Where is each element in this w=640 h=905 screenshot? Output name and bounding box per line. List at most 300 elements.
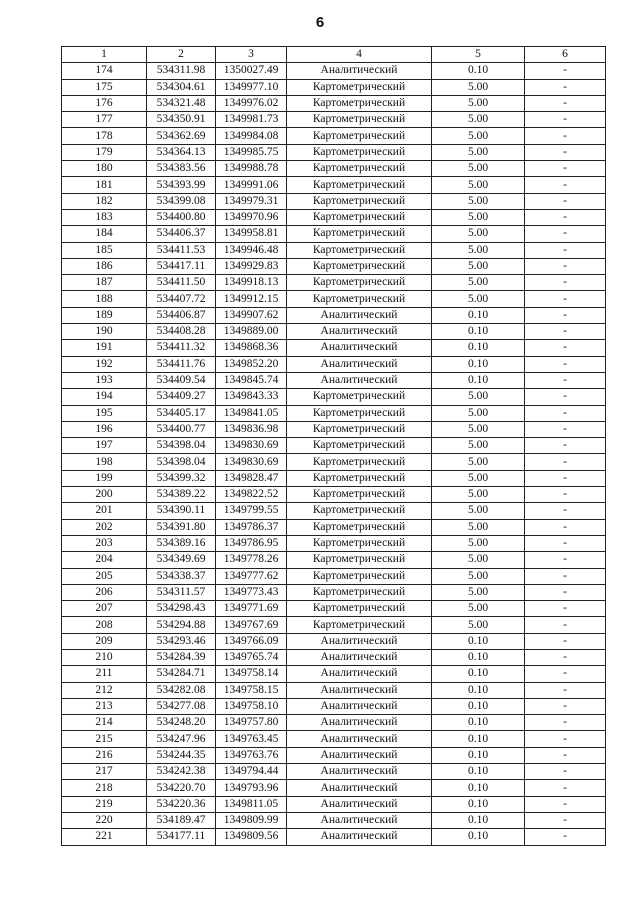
point-number-cell: 183 xyxy=(62,209,147,225)
point-number-cell: 180 xyxy=(62,161,147,177)
y-coordinate-cell: 1349984.08 xyxy=(216,128,287,144)
y-coordinate-cell: 1349852.20 xyxy=(216,356,287,372)
note-cell: - xyxy=(525,633,606,649)
accuracy-cell: 5.00 xyxy=(432,95,525,111)
table-row xyxy=(62,112,606,128)
y-coordinate-cell: 1349912.15 xyxy=(216,291,287,307)
y-coordinate-cell: 1349836.98 xyxy=(216,421,287,437)
note-cell: - xyxy=(525,535,606,551)
column-header: 4 xyxy=(287,47,432,63)
x-coordinate-cell: 534399.32 xyxy=(147,470,216,486)
accuracy-cell: 0.10 xyxy=(432,682,525,698)
table-row xyxy=(62,698,606,714)
x-coordinate-cell: 534389.16 xyxy=(147,535,216,551)
point-number-cell: 204 xyxy=(62,552,147,568)
note-cell: - xyxy=(525,682,606,698)
note-cell: - xyxy=(525,372,606,388)
note-cell: - xyxy=(525,421,606,437)
y-coordinate-cell: 1349778.26 xyxy=(216,552,287,568)
accuracy-cell: 5.00 xyxy=(432,487,525,503)
y-coordinate-cell: 1349809.56 xyxy=(216,829,287,845)
method-cell: Картометрический xyxy=(287,242,432,258)
accuracy-cell: 5.00 xyxy=(432,552,525,568)
accuracy-cell: 5.00 xyxy=(432,601,525,617)
method-cell: Аналитический xyxy=(287,63,432,79)
x-coordinate-cell: 534362.69 xyxy=(147,128,216,144)
accuracy-cell: 0.10 xyxy=(432,649,525,665)
accuracy-cell: 5.00 xyxy=(432,519,525,535)
point-number-cell: 177 xyxy=(62,112,147,128)
method-cell: Аналитический xyxy=(287,340,432,356)
method-cell: Картометрический xyxy=(287,389,432,405)
note-cell: - xyxy=(525,649,606,665)
method-cell: Картометрический xyxy=(287,405,432,421)
table-row xyxy=(62,226,606,242)
x-coordinate-cell: 534349.69 xyxy=(147,552,216,568)
method-cell: Аналитический xyxy=(287,682,432,698)
note-cell: - xyxy=(525,747,606,763)
note-cell: - xyxy=(525,503,606,519)
method-cell: Картометрический xyxy=(287,193,432,209)
x-coordinate-cell: 534294.88 xyxy=(147,617,216,633)
note-cell: - xyxy=(525,389,606,405)
y-coordinate-cell: 1349889.00 xyxy=(216,324,287,340)
method-cell: Аналитический xyxy=(287,666,432,682)
point-number-cell: 208 xyxy=(62,617,147,633)
note-cell: - xyxy=(525,731,606,747)
x-coordinate-cell: 534383.56 xyxy=(147,161,216,177)
y-coordinate-cell: 1349958.81 xyxy=(216,226,287,242)
y-coordinate-cell: 1349868.36 xyxy=(216,340,287,356)
table-row xyxy=(62,829,606,845)
column-header: 6 xyxy=(525,47,606,63)
table-row xyxy=(62,405,606,421)
x-coordinate-cell: 534277.08 xyxy=(147,698,216,714)
y-coordinate-cell: 1349828.47 xyxy=(216,470,287,486)
note-cell: - xyxy=(525,617,606,633)
accuracy-cell: 5.00 xyxy=(432,226,525,242)
accuracy-cell: 0.10 xyxy=(432,372,525,388)
method-cell: Картометрический xyxy=(287,454,432,470)
x-coordinate-cell: 534284.71 xyxy=(147,666,216,682)
point-number-cell: 210 xyxy=(62,649,147,665)
accuracy-cell: 5.00 xyxy=(432,275,525,291)
accuracy-cell: 5.00 xyxy=(432,177,525,193)
x-coordinate-cell: 534311.57 xyxy=(147,584,216,600)
table-row xyxy=(62,487,606,503)
y-coordinate-cell: 1349786.37 xyxy=(216,519,287,535)
point-number-cell: 196 xyxy=(62,421,147,437)
table-row xyxy=(62,324,606,340)
accuracy-cell: 5.00 xyxy=(432,470,525,486)
x-coordinate-cell: 534321.48 xyxy=(147,95,216,111)
point-number-cell: 202 xyxy=(62,519,147,535)
table-row xyxy=(62,209,606,225)
point-number-cell: 215 xyxy=(62,731,147,747)
x-coordinate-cell: 534405.17 xyxy=(147,405,216,421)
table-row xyxy=(62,340,606,356)
point-number-cell: 186 xyxy=(62,258,147,274)
y-coordinate-cell: 1349799.55 xyxy=(216,503,287,519)
note-cell: - xyxy=(525,258,606,274)
accuracy-cell: 0.10 xyxy=(432,307,525,323)
point-number-cell: 184 xyxy=(62,226,147,242)
x-coordinate-cell: 534220.70 xyxy=(147,780,216,796)
note-cell: - xyxy=(525,405,606,421)
note-cell: - xyxy=(525,340,606,356)
x-coordinate-cell: 534411.32 xyxy=(147,340,216,356)
method-cell: Картометрический xyxy=(287,275,432,291)
method-cell: Аналитический xyxy=(287,307,432,323)
accuracy-cell: 5.00 xyxy=(432,389,525,405)
y-coordinate-cell: 1349809.99 xyxy=(216,812,287,828)
table-row xyxy=(62,161,606,177)
y-coordinate-cell: 1349777.62 xyxy=(216,568,287,584)
point-number-cell: 178 xyxy=(62,128,147,144)
accuracy-cell: 5.00 xyxy=(432,128,525,144)
note-cell: - xyxy=(525,829,606,845)
table-row xyxy=(62,503,606,519)
x-coordinate-cell: 534407.72 xyxy=(147,291,216,307)
table-row xyxy=(62,389,606,405)
accuracy-cell: 5.00 xyxy=(432,503,525,519)
page-number: 6 xyxy=(315,14,325,31)
point-number-cell: 182 xyxy=(62,193,147,209)
x-coordinate-cell: 534409.27 xyxy=(147,389,216,405)
y-coordinate-cell: 1349793.96 xyxy=(216,780,287,796)
accuracy-cell: 5.00 xyxy=(432,193,525,209)
method-cell: Картометрический xyxy=(287,177,432,193)
point-number-cell: 188 xyxy=(62,291,147,307)
accuracy-cell: 5.00 xyxy=(432,584,525,600)
point-number-cell: 214 xyxy=(62,715,147,731)
point-number-cell: 187 xyxy=(62,275,147,291)
note-cell: - xyxy=(525,95,606,111)
point-number-cell: 200 xyxy=(62,487,147,503)
point-number-cell: 179 xyxy=(62,144,147,160)
table-row xyxy=(62,584,606,600)
x-coordinate-cell: 534350.91 xyxy=(147,112,216,128)
method-cell: Картометрический xyxy=(287,470,432,486)
table-row xyxy=(62,519,606,535)
note-cell: - xyxy=(525,193,606,209)
accuracy-cell: 0.10 xyxy=(432,324,525,340)
y-coordinate-cell: 1349773.43 xyxy=(216,584,287,600)
accuracy-cell: 0.10 xyxy=(432,796,525,812)
accuracy-cell: 5.00 xyxy=(432,161,525,177)
method-cell: Картометрический xyxy=(287,209,432,225)
x-coordinate-cell: 534411.53 xyxy=(147,242,216,258)
x-coordinate-cell: 534189.47 xyxy=(147,812,216,828)
point-number-cell: 213 xyxy=(62,698,147,714)
accuracy-cell: 0.10 xyxy=(432,63,525,79)
y-coordinate-cell: 1349845.74 xyxy=(216,372,287,388)
table-body xyxy=(62,63,606,845)
note-cell: - xyxy=(525,242,606,258)
accuracy-cell: 0.10 xyxy=(432,780,525,796)
note-cell: - xyxy=(525,438,606,454)
y-coordinate-cell: 1349786.95 xyxy=(216,535,287,551)
method-cell: Аналитический xyxy=(287,649,432,665)
x-coordinate-cell: 534399.08 xyxy=(147,193,216,209)
table-row xyxy=(62,454,606,470)
y-coordinate-cell: 1349979.31 xyxy=(216,193,287,209)
method-cell: Картометрический xyxy=(287,291,432,307)
method-cell: Аналитический xyxy=(287,747,432,763)
accuracy-cell: 0.10 xyxy=(432,666,525,682)
point-number-cell: 219 xyxy=(62,796,147,812)
point-number-cell: 190 xyxy=(62,324,147,340)
accuracy-cell: 0.10 xyxy=(432,698,525,714)
x-coordinate-cell: 534364.13 xyxy=(147,144,216,160)
note-cell: - xyxy=(525,666,606,682)
y-coordinate-cell: 1349946.48 xyxy=(216,242,287,258)
method-cell: Аналитический xyxy=(287,715,432,731)
table-row xyxy=(62,633,606,649)
accuracy-cell: 5.00 xyxy=(432,258,525,274)
table-row xyxy=(62,258,606,274)
accuracy-cell: 0.10 xyxy=(432,731,525,747)
x-coordinate-cell: 534406.37 xyxy=(147,226,216,242)
note-cell: - xyxy=(525,519,606,535)
x-coordinate-cell: 534248.20 xyxy=(147,715,216,731)
y-coordinate-cell: 1349988.78 xyxy=(216,161,287,177)
point-number-cell: 220 xyxy=(62,812,147,828)
table-row xyxy=(62,356,606,372)
x-coordinate-cell: 534338.37 xyxy=(147,568,216,584)
column-header: 1 xyxy=(62,47,147,63)
accuracy-cell: 0.10 xyxy=(432,764,525,780)
table-row xyxy=(62,242,606,258)
table-row xyxy=(62,79,606,95)
note-cell: - xyxy=(525,796,606,812)
x-coordinate-cell: 534391.80 xyxy=(147,519,216,535)
accuracy-cell: 0.10 xyxy=(432,356,525,372)
point-number-cell: 217 xyxy=(62,764,147,780)
method-cell: Картометрический xyxy=(287,601,432,617)
x-coordinate-cell: 534298.43 xyxy=(147,601,216,617)
table-row xyxy=(62,715,606,731)
x-coordinate-cell: 534406.87 xyxy=(147,307,216,323)
table-row xyxy=(62,177,606,193)
method-cell: Аналитический xyxy=(287,780,432,796)
note-cell: - xyxy=(525,161,606,177)
point-number-cell: 191 xyxy=(62,340,147,356)
accuracy-cell: 0.10 xyxy=(432,747,525,763)
point-number-cell: 195 xyxy=(62,405,147,421)
accuracy-cell: 5.00 xyxy=(432,405,525,421)
table-row xyxy=(62,780,606,796)
y-coordinate-cell: 1349977.10 xyxy=(216,79,287,95)
method-cell: Картометрический xyxy=(287,421,432,437)
x-coordinate-cell: 534220.36 xyxy=(147,796,216,812)
method-cell: Картометрический xyxy=(287,95,432,111)
y-coordinate-cell: 1349841.05 xyxy=(216,405,287,421)
point-number-cell: 221 xyxy=(62,829,147,845)
table-row xyxy=(62,747,606,763)
method-cell: Аналитический xyxy=(287,812,432,828)
x-coordinate-cell: 534244.35 xyxy=(147,747,216,763)
point-number-cell: 205 xyxy=(62,568,147,584)
x-coordinate-cell: 534284.39 xyxy=(147,649,216,665)
point-number-cell: 199 xyxy=(62,470,147,486)
method-cell: Аналитический xyxy=(287,324,432,340)
y-coordinate-cell: 1349765.74 xyxy=(216,649,287,665)
table-row xyxy=(62,682,606,698)
method-cell: Картометрический xyxy=(287,438,432,454)
accuracy-cell: 5.00 xyxy=(432,209,525,225)
x-coordinate-cell: 534400.80 xyxy=(147,209,216,225)
note-cell: - xyxy=(525,780,606,796)
table-row xyxy=(62,291,606,307)
table-row xyxy=(62,95,606,111)
note-cell: - xyxy=(525,715,606,731)
note-cell: - xyxy=(525,552,606,568)
note-cell: - xyxy=(525,487,606,503)
note-cell: - xyxy=(525,584,606,600)
y-coordinate-cell: 1349794.44 xyxy=(216,764,287,780)
note-cell: - xyxy=(525,812,606,828)
y-coordinate-cell: 1349767.69 xyxy=(216,617,287,633)
x-coordinate-cell: 534177.11 xyxy=(147,829,216,845)
y-coordinate-cell: 1349830.69 xyxy=(216,438,287,454)
table-row xyxy=(62,568,606,584)
method-cell: Картометрический xyxy=(287,519,432,535)
coordinates-table xyxy=(61,46,606,846)
method-cell: Картометрический xyxy=(287,552,432,568)
note-cell: - xyxy=(525,356,606,372)
accuracy-cell: 5.00 xyxy=(432,112,525,128)
table-row xyxy=(62,764,606,780)
accuracy-cell: 5.00 xyxy=(432,535,525,551)
y-coordinate-cell: 1349981.73 xyxy=(216,112,287,128)
point-number-cell: 175 xyxy=(62,79,147,95)
table-row xyxy=(62,128,606,144)
accuracy-cell: 5.00 xyxy=(432,568,525,584)
point-number-cell: 197 xyxy=(62,438,147,454)
table-header-row xyxy=(62,47,606,63)
method-cell: Аналитический xyxy=(287,698,432,714)
y-coordinate-cell: 1349929.83 xyxy=(216,258,287,274)
point-number-cell: 212 xyxy=(62,682,147,698)
x-coordinate-cell: 534417.11 xyxy=(147,258,216,274)
point-number-cell: 211 xyxy=(62,666,147,682)
x-coordinate-cell: 534242.38 xyxy=(147,764,216,780)
table-row xyxy=(62,275,606,291)
table-row xyxy=(62,63,606,79)
method-cell: Картометрический xyxy=(287,487,432,503)
y-coordinate-cell: 1349771.69 xyxy=(216,601,287,617)
table-row xyxy=(62,666,606,682)
column-header: 3 xyxy=(216,47,287,63)
x-coordinate-cell: 534393.99 xyxy=(147,177,216,193)
method-cell: Картометрический xyxy=(287,112,432,128)
method-cell: Картометрический xyxy=(287,161,432,177)
x-coordinate-cell: 534398.04 xyxy=(147,454,216,470)
table-row xyxy=(62,812,606,828)
note-cell: - xyxy=(525,112,606,128)
x-coordinate-cell: 534293.46 xyxy=(147,633,216,649)
x-coordinate-cell: 534390.11 xyxy=(147,503,216,519)
x-coordinate-cell: 534282.08 xyxy=(147,682,216,698)
y-coordinate-cell: 1349830.69 xyxy=(216,454,287,470)
note-cell: - xyxy=(525,128,606,144)
y-coordinate-cell: 1349758.10 xyxy=(216,698,287,714)
note-cell: - xyxy=(525,226,606,242)
accuracy-cell: 5.00 xyxy=(432,242,525,258)
point-number-cell: 189 xyxy=(62,307,147,323)
y-coordinate-cell: 1349758.15 xyxy=(216,682,287,698)
x-coordinate-cell: 534389.22 xyxy=(147,487,216,503)
y-coordinate-cell: 1349822.52 xyxy=(216,487,287,503)
y-coordinate-cell: 1349976.02 xyxy=(216,95,287,111)
point-number-cell: 201 xyxy=(62,503,147,519)
y-coordinate-cell: 1349811.05 xyxy=(216,796,287,812)
x-coordinate-cell: 534247.96 xyxy=(147,731,216,747)
column-header: 5 xyxy=(432,47,525,63)
method-cell: Картометрический xyxy=(287,226,432,242)
note-cell: - xyxy=(525,307,606,323)
method-cell: Картометрический xyxy=(287,617,432,633)
accuracy-cell: 5.00 xyxy=(432,421,525,437)
note-cell: - xyxy=(525,63,606,79)
method-cell: Картометрический xyxy=(287,503,432,519)
note-cell: - xyxy=(525,291,606,307)
x-coordinate-cell: 534311.98 xyxy=(147,63,216,79)
method-cell: Картометрический xyxy=(287,584,432,600)
x-coordinate-cell: 534408.28 xyxy=(147,324,216,340)
table-row xyxy=(62,552,606,568)
method-cell: Аналитический xyxy=(287,356,432,372)
point-number-cell: 176 xyxy=(62,95,147,111)
x-coordinate-cell: 534398.04 xyxy=(147,438,216,454)
y-coordinate-cell: 1349985.75 xyxy=(216,144,287,160)
method-cell: Аналитический xyxy=(287,829,432,845)
accuracy-cell: 5.00 xyxy=(432,291,525,307)
note-cell: - xyxy=(525,454,606,470)
method-cell: Картометрический xyxy=(287,128,432,144)
note-cell: - xyxy=(525,324,606,340)
note-cell: - xyxy=(525,470,606,486)
table-row xyxy=(62,731,606,747)
method-cell: Картометрический xyxy=(287,535,432,551)
table-row xyxy=(62,421,606,437)
accuracy-cell: 5.00 xyxy=(432,438,525,454)
y-coordinate-cell: 1349970.96 xyxy=(216,209,287,225)
method-cell: Картометрический xyxy=(287,79,432,95)
note-cell: - xyxy=(525,275,606,291)
y-coordinate-cell: 1349763.76 xyxy=(216,747,287,763)
y-coordinate-cell: 1349758.14 xyxy=(216,666,287,682)
point-number-cell: 185 xyxy=(62,242,147,258)
y-coordinate-cell: 1349843.33 xyxy=(216,389,287,405)
accuracy-cell: 5.00 xyxy=(432,79,525,95)
accuracy-cell: 0.10 xyxy=(432,633,525,649)
point-number-cell: 216 xyxy=(62,747,147,763)
note-cell: - xyxy=(525,568,606,584)
y-coordinate-cell: 1349991.06 xyxy=(216,177,287,193)
method-cell: Аналитический xyxy=(287,731,432,747)
table-row xyxy=(62,372,606,388)
accuracy-cell: 5.00 xyxy=(432,617,525,633)
accuracy-cell: 5.00 xyxy=(432,144,525,160)
point-number-cell: 174 xyxy=(62,63,147,79)
table-row xyxy=(62,535,606,551)
table-row xyxy=(62,470,606,486)
accuracy-cell: 0.10 xyxy=(432,715,525,731)
method-cell: Картометрический xyxy=(287,568,432,584)
column-header: 2 xyxy=(147,47,216,63)
